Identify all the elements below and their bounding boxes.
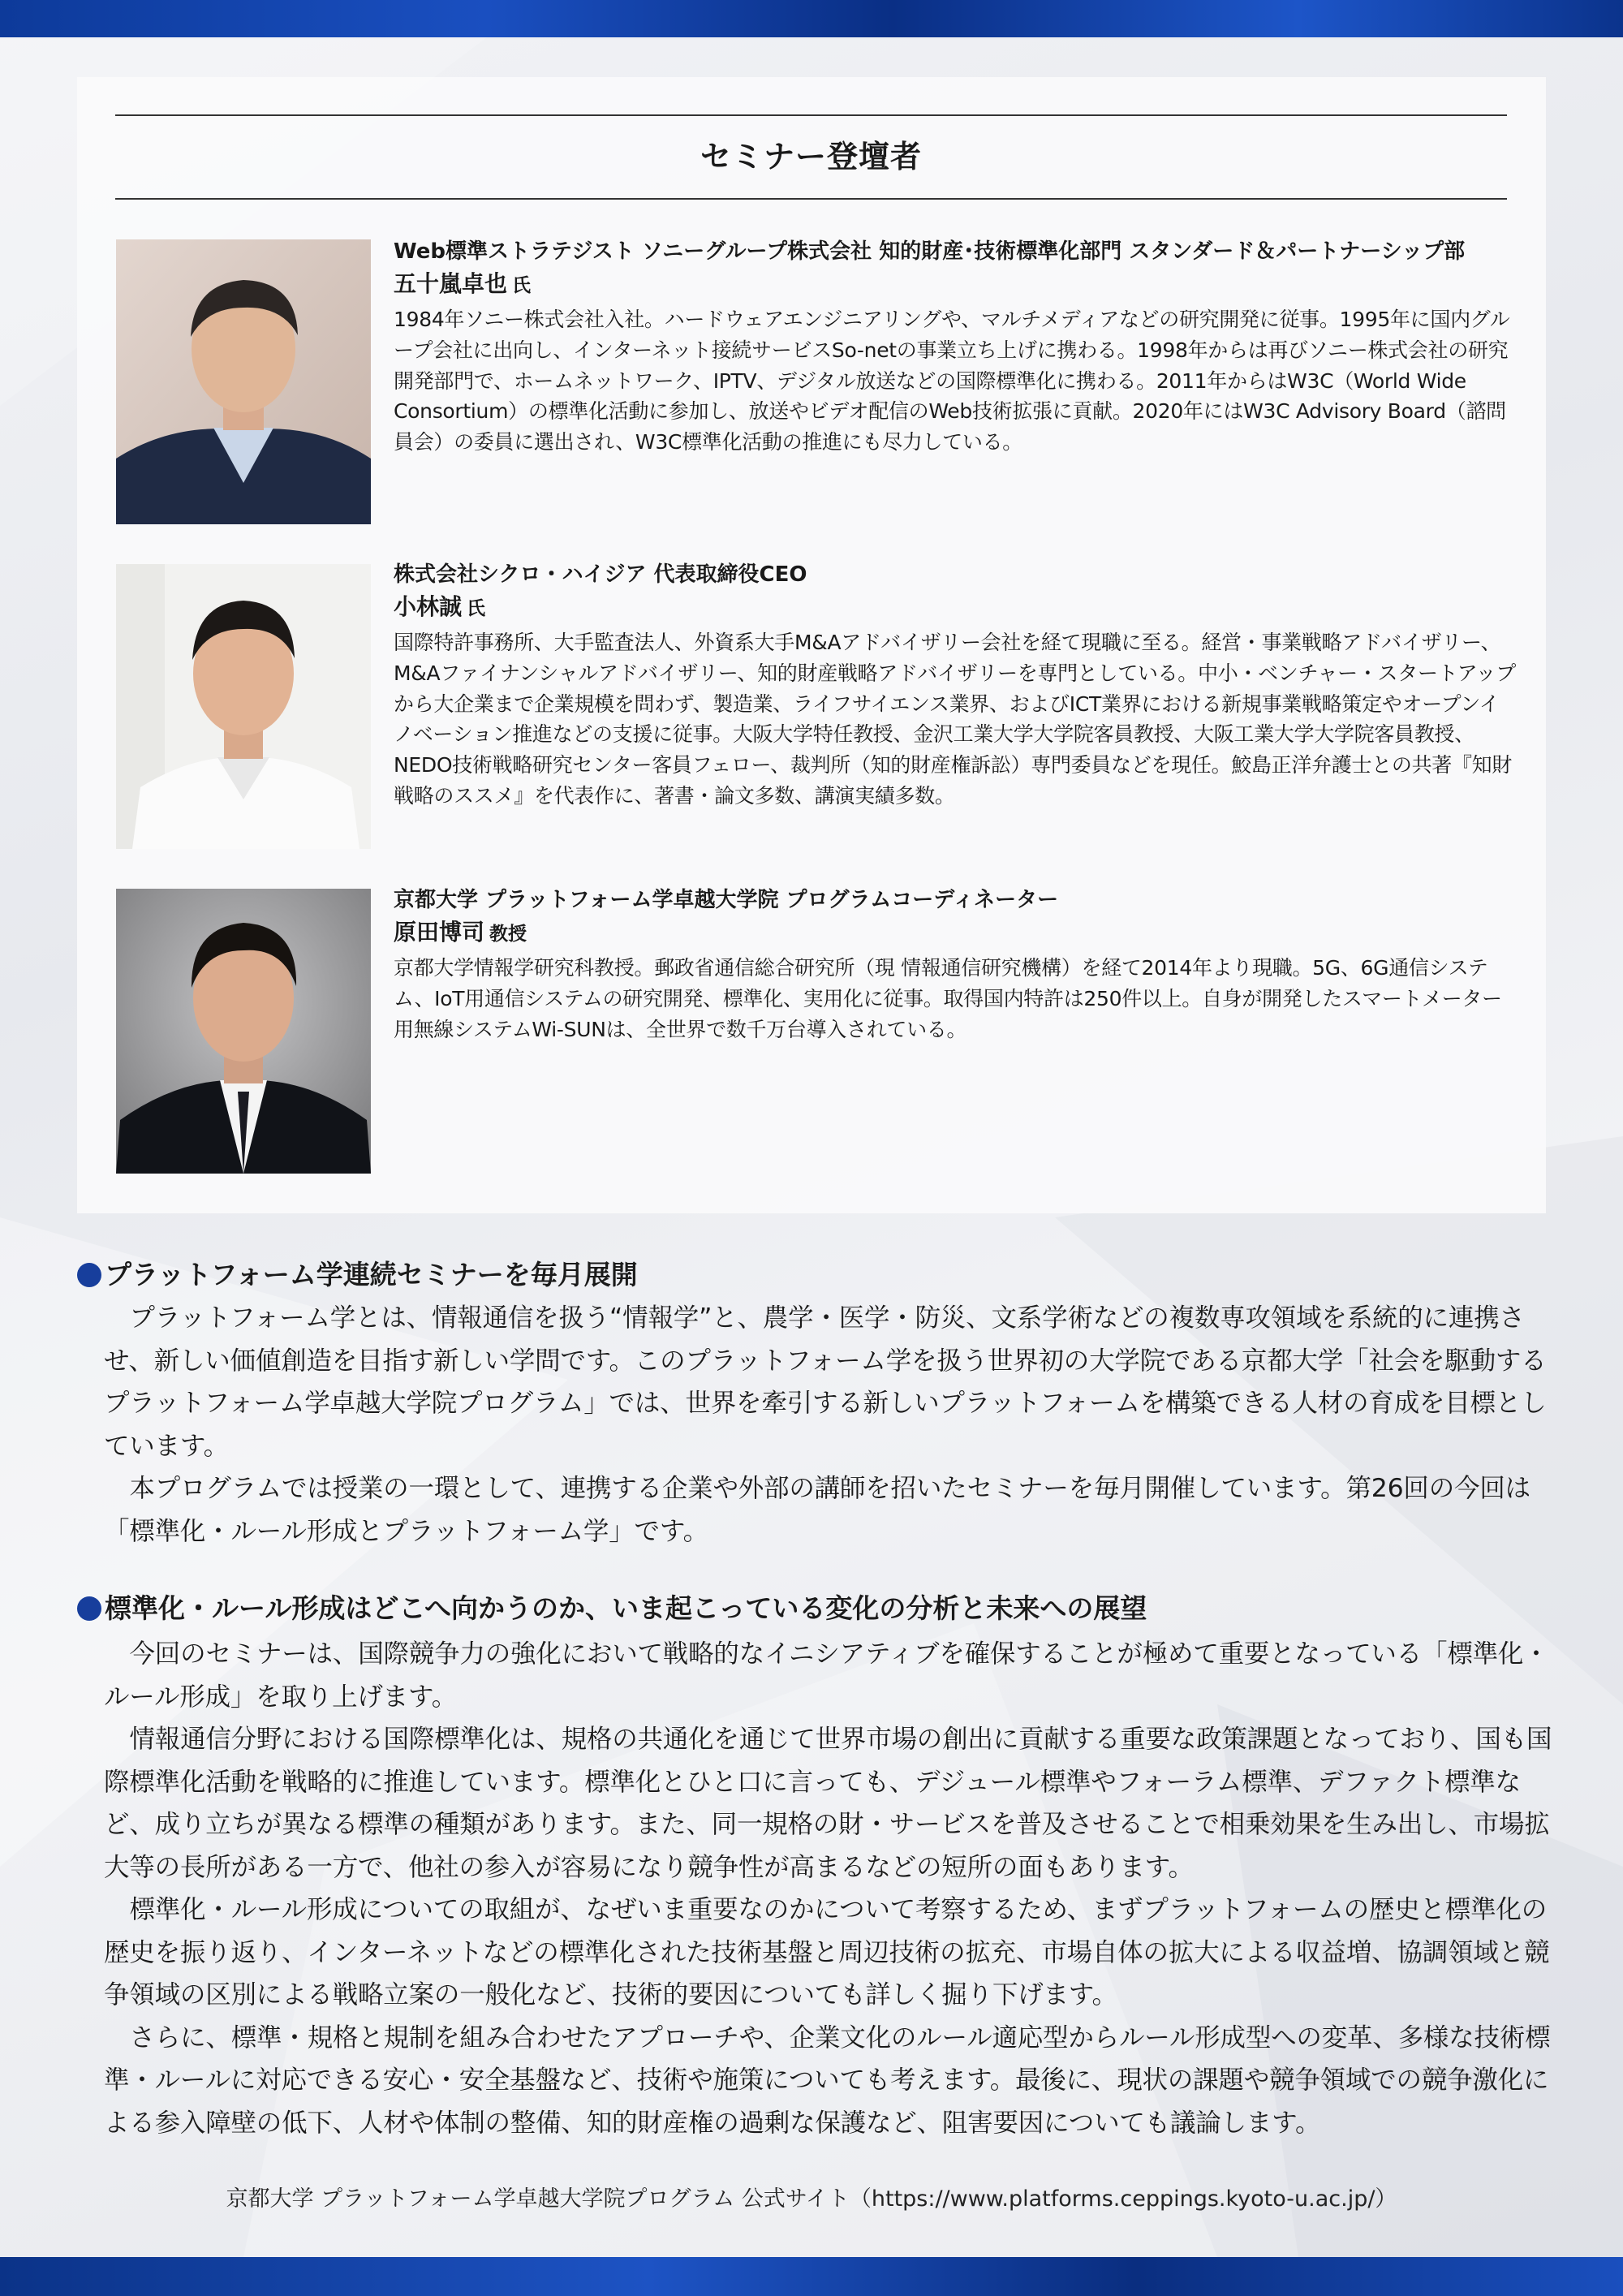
speaker-honorific: 教授 [489, 924, 527, 945]
section-heading-text: プラットフォーム学連続セミナーを毎月展開 [105, 1259, 638, 1290]
speaker-bio: 国際特許事務所、大手監査法人、外資系大手M&Aアドバイザリー会社を経て現職に至る。経営・事業戦略アドバイザリー、M&Aファイナンシャルアドバイザリー、知的財産戦略アドバイザリーを専門としている。中小・ベンチャー・スタートアップから大企業まで企業規模を問わず、製造業、ライフサイエンス業界、およびICT業界における新規事業戦略策定やオープンイノベーション推進などの支援に従事。大阪大学特任教授、金沢工業大学大学院客員教授、大阪工業大学大学院客員教授、NEDO技術戦略研究センター客員フェロー、裁判所（知的財産権訴訟）専門委員などを現任。鮫島正洋弁護士との共著『知財戦略のススメ』を代表作に、著書・論文多数、講演実績多数。 [394, 631, 1516, 808]
section-heading-text: 標準化・ルール形成はどこへ向かうのか、いま起こっている変化の分析と未来への展望 [105, 1592, 1147, 1624]
speaker-block-kobayashi [394, 559, 1518, 812]
speaker-name: 五十嵐卓也 [394, 270, 508, 297]
paragraph: 情報通信分野における国際標準化は、規格の共通化を通じて世界市場の創出に貢献する重要な政策課題となっており、国も国際標準化活動を戦略的に推進しています。標準化とひと口に言っても、デジュール標準やフォーラム標準、デファクト標準など、成り立ちが異なる標準の種類があります。また、同一規格の財・サービスを普及させることで相乗効果を生み出し、市場拡大等の長所がある一方で、他社の参入が容易になり競争性が高まるなどの短所の面もあります。 [104, 1725, 1552, 1882]
section-heading-standardization [77, 1589, 1147, 1628]
section-heading-series [77, 1256, 638, 1294]
section-body-series [104, 1297, 1556, 1553]
footer-site-link[interactable]: 京都大学 プラットフォーム学卓越大学院プログラム 公式サイト（https://www.platforms.ceppings.kyoto-u.ac.jp/） [226, 2186, 1397, 2212]
speaker-name-line [394, 267, 1518, 303]
speaker-photo-harada [116, 889, 371, 1174]
speaker-name-line [394, 590, 1518, 626]
speaker-honorific: 氏 [512, 275, 532, 296]
speaker-photo-igarashi [116, 239, 371, 524]
speaker-block-igarashi [394, 236, 1518, 458]
title-rule-bottom [115, 198, 1507, 200]
panel-title: セミナー登壇者 [700, 139, 922, 174]
speaker-name: 原田博司 [394, 919, 485, 946]
title-rule-top [115, 114, 1507, 116]
bullet-dot-icon [77, 1263, 101, 1287]
speaker-block-harada [394, 885, 1518, 1045]
bottom-banner-stripe [0, 2257, 1623, 2296]
speaker-honorific: 氏 [467, 598, 486, 619]
speaker-affiliation: 京都大学 プラットフォーム学卓越大学院 プログラムコーディネーター [394, 888, 1059, 912]
speaker-bio: 1984年ソニー株式会社入社。ハードウェアエンジニアリングや、マルチメディアなどの研究開発に従事。1995年に国内グループ会社に出向し、インターネット接続サービスSo-netの事業立ち上げに携わる。1998年からは再びソニー株式会社の研究開発部門で、ホームネットワーク、IPTV、デジタル放送などの国際標準化に携わる。2011年からはW3C（World Wide Consortium）の標準化活動に参加し、放送やビデオ配信のWeb技術拡張に貢献。2020年にはW3C Advisory Board（諮問員会）の委員に選出され、W3C標準化活動の推進にも尽力している。 [394, 308, 1510, 454]
speaker-photo-kobayashi [116, 564, 371, 849]
speaker-name-line [394, 915, 1518, 951]
paragraph: さらに、標準・規格と規制を組み合わせたアプローチや、企業文化のルール適応型からルール形成型への変革、多様な技術標準・ルールに対応できる安心・安全基盤など、技術や施策についても考えます。最後に、現状の課題や競争領域での競争激化による参入障壁の低下、人材や体制の整備、知的財産権の過剰な保護など、阻害要因についても議論します。 [104, 2022, 1551, 2138]
paragraph: プラットフォーム学とは、情報通信を扱う“情報学”と、農学・医学・防災、文系学術などの複数専攻領域を系統的に連携させ、新しい価値創造を目指す新しい学問です。このプラットフォーム学を扱う世界初の大学院である京都大学「社会を駆動するプラットフォーム学卓越大学院プログラム」では、世界を牽引する新しいプラットフォームを構築できる人材の育成を目標としています。 [104, 1303, 1547, 1461]
speaker-bio: 京都大学情報学研究科教授。郵政省通信総合研究所（現 情報通信研究機構）を経て2014年より現職。5G、6G通信システム、IoT用通信システムの研究開発、標準化、実用化に従事。取得国内特許は250件以上。自身が開発したスマートメーター用無線システムWi-SUNは、全世界で数千万台導入されている。 [394, 956, 1502, 1041]
paragraph: 今回のセミナーは、国際競争力の強化において戦略的なイニシアティブを確保することが極めて重要となっている「標準化・ルール形成」を取り上げます。 [104, 1639, 1549, 1712]
speaker-name: 小林誠 [394, 593, 463, 620]
speaker-affiliation: Web標準ストラテジスト ソニーグループ株式会社 知的財産･技術標準化部門 スタンダード＆パートナーシップ部 [394, 239, 1466, 264]
speaker-affiliation: 株式会社シクロ・ハイジア 代表取締役CEO [394, 562, 807, 587]
section-body-standardization [104, 1633, 1556, 2144]
paragraph: 本プログラムでは授業の一環として、連携する企業や外部の講師を招いたセミナーを毎月開催しています。第26回の今回は「標準化・ルール形成とプラットフォーム学」です。 [104, 1474, 1530, 1546]
bullet-dot-icon [77, 1596, 101, 1621]
paragraph: 標準化・ルール形成についての取組が、なぜいま重要なのかについて考察するため、まずプラットフォームの歴史と標準化の歴史を振り返り、インターネットなどの標準化された技術基盤と周辺技術の拡充、市場自体の拡大による収益増、協調領域と競争領域の区別による戦略立案の一般化など、技術的要因についても詳しく掘り下げます。 [104, 1895, 1550, 2010]
top-banner-stripe [0, 0, 1623, 37]
